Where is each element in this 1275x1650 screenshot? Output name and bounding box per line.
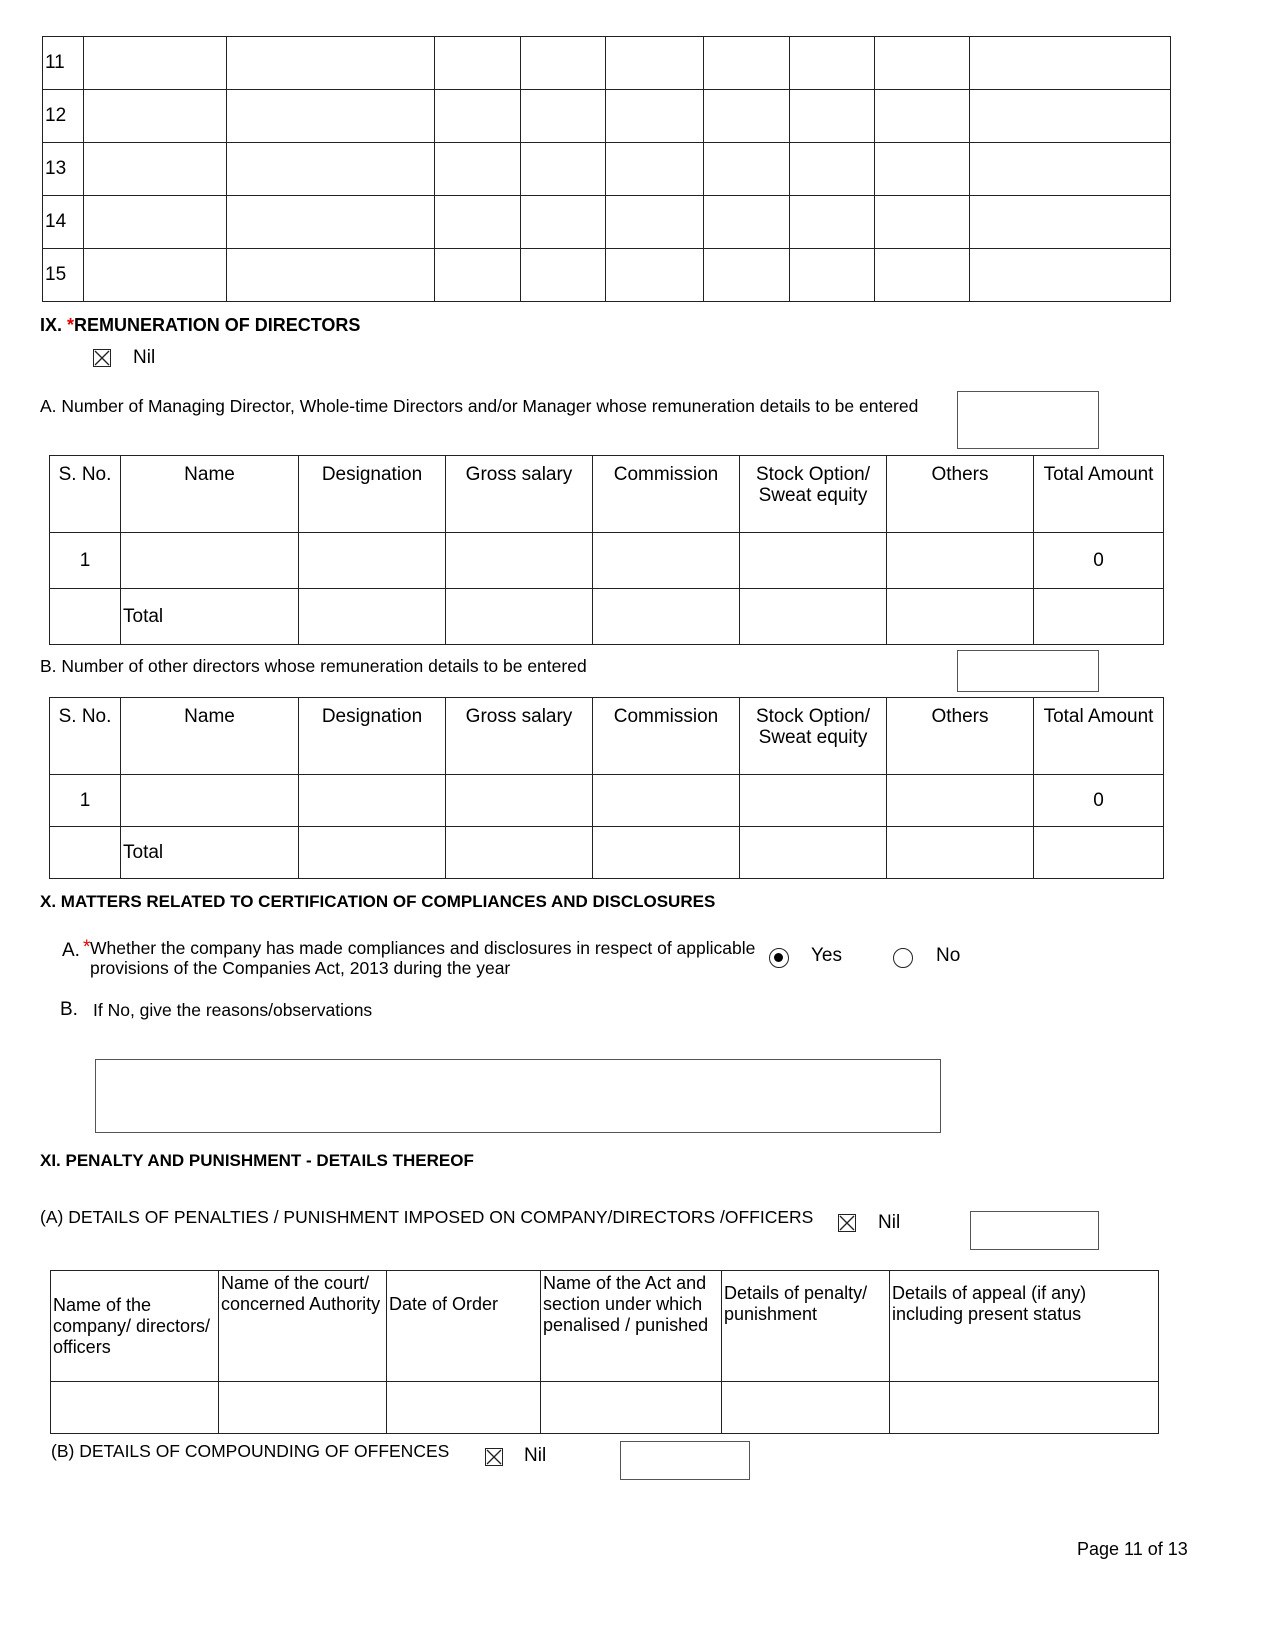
x-a-prefix: A.: [62, 940, 80, 961]
col-commission: Commission: [593, 698, 740, 775]
header-row: [51, 1271, 1159, 1382]
table-row: [43, 90, 1171, 143]
table-row: [51, 1382, 1159, 1434]
row-cell[interactable]: [435, 249, 521, 302]
checkbox-cross-icon: [839, 1215, 855, 1231]
row-cell[interactable]: [606, 143, 704, 196]
row-designation-cell[interactable]: [299, 533, 446, 589]
row-cell[interactable]: [704, 143, 790, 196]
row-cell[interactable]: [227, 37, 435, 90]
x-no-label: No: [936, 945, 961, 966]
xi-a-label: (A) DETAILS OF PENALTIES / PUNISHMENT IMPOSED ON COMPANY/DIRECTORS /OFFICERS: [40, 1207, 814, 1227]
col-date-order: Date of Order: [387, 1271, 541, 1382]
xi-b-nil-label: Nil: [524, 1445, 547, 1466]
col-name-company: Name of the company/ directors/ officers: [51, 1271, 219, 1382]
penalty-cell[interactable]: [51, 1382, 219, 1434]
row-cell[interactable]: [521, 196, 606, 249]
row-cell[interactable]: [790, 37, 875, 90]
row-designation-cell[interactable]: [299, 775, 446, 827]
row-name-cell[interactable]: [121, 533, 299, 589]
total-cell: [446, 827, 593, 879]
col-designation: Designation: [299, 456, 446, 533]
table-row: [43, 196, 1171, 249]
col-stock-option: Stock Option/ Sweat equity: [740, 698, 887, 775]
ix-b-count-input[interactable]: [957, 650, 1099, 692]
table-row: [43, 37, 1171, 90]
xi-a-nil-checkbox[interactable]: [838, 1214, 856, 1232]
total-cell: [1034, 827, 1164, 879]
col-total-amount: Total Amount: [1034, 456, 1164, 533]
xi-b-label: (B) DETAILS OF COMPOUNDING OF OFFENCES: [51, 1441, 450, 1461]
row-cell[interactable]: [521, 249, 606, 302]
total-label: Total: [121, 827, 299, 879]
row-cell[interactable]: [227, 143, 435, 196]
penalty-cell[interactable]: [541, 1382, 722, 1434]
col-penalty-details: Details of penalty/ punishment: [722, 1271, 890, 1382]
row-cell[interactable]: [227, 249, 435, 302]
row-cell[interactable]: [84, 37, 227, 90]
col-gross-salary: Gross salary: [446, 698, 593, 775]
row-cell[interactable]: [875, 37, 970, 90]
col-gross-salary: Gross salary: [446, 456, 593, 533]
x-a-line2: provisions of the Companies Act, 2013 during the year: [90, 958, 511, 978]
header-row: [50, 456, 1164, 533]
penalty-cell[interactable]: [722, 1382, 890, 1434]
table-row: [43, 249, 1171, 302]
x-yes-label: Yes: [811, 945, 842, 966]
total-cell: [887, 589, 1034, 645]
ix-a-label: A. Number of Managing Director, Whole-time Directors and/or Manager whose remuneration details to be entered: [40, 396, 919, 416]
row-cell[interactable]: [435, 196, 521, 249]
row-number: 15: [43, 249, 84, 302]
section-xi-title: XI. PENALTY AND PUNISHMENT - DETAILS THEREOF: [40, 1151, 474, 1170]
ix-nil-label: Nil: [133, 347, 156, 368]
col-sno: S. No.: [50, 456, 121, 533]
ix-a-count-input[interactable]: [957, 391, 1099, 449]
row-cell[interactable]: [790, 249, 875, 302]
col-commission: Commission: [593, 456, 740, 533]
row-cell[interactable]: [227, 90, 435, 143]
total-row: [50, 827, 1164, 879]
col-appeal-details: Details of appeal (if any) including present status: [890, 1271, 1159, 1382]
total-cell: [299, 589, 446, 645]
row-commission-cell[interactable]: [593, 775, 740, 827]
row-cell[interactable]: [227, 196, 435, 249]
row-total-amount: 0: [1034, 775, 1164, 827]
x-yes-radio[interactable]: [769, 948, 789, 968]
row-cell[interactable]: [84, 196, 227, 249]
row-cell[interactable]: [790, 196, 875, 249]
row-cell[interactable]: [790, 90, 875, 143]
row-cell[interactable]: [970, 196, 1171, 249]
row-cell[interactable]: [606, 37, 704, 90]
x-no-radio[interactable]: [893, 948, 913, 968]
continuation-table: [42, 36, 1171, 302]
row-cell[interactable]: [875, 196, 970, 249]
ix-nil-checkbox[interactable]: [93, 349, 111, 367]
row-cell[interactable]: [606, 90, 704, 143]
row-gross-cell[interactable]: [446, 533, 593, 589]
total-cell: [593, 589, 740, 645]
row-sno: 1: [50, 775, 121, 827]
row-cell[interactable]: [970, 143, 1171, 196]
header-row: [50, 698, 1164, 775]
row-cell[interactable]: [790, 143, 875, 196]
page-number: Page 11 of 13: [1077, 1539, 1188, 1559]
total-row: [50, 589, 1164, 645]
section-ix-title: IX. *REMUNERATION OF DIRECTORS: [40, 315, 361, 335]
row-stock-cell[interactable]: [740, 533, 887, 589]
radio-selected-dot: [774, 953, 783, 962]
row-gross-cell[interactable]: [446, 775, 593, 827]
col-others: Others: [887, 698, 1034, 775]
x-b-label: If No, give the reasons/observations: [93, 1000, 373, 1020]
penalty-cell[interactable]: [890, 1382, 1159, 1434]
row-cell[interactable]: [84, 90, 227, 143]
total-cell: [446, 589, 593, 645]
directors-a-table: [49, 455, 1164, 645]
table-row: [43, 143, 1171, 196]
row-stock-cell[interactable]: [740, 775, 887, 827]
col-others: Others: [887, 456, 1034, 533]
table-row: [50, 533, 1164, 589]
xi-a-count-input[interactable]: [970, 1211, 1099, 1250]
row-cell[interactable]: [704, 249, 790, 302]
total-cell: [299, 827, 446, 879]
total-row-sno-cell: [50, 589, 121, 645]
row-commission-cell[interactable]: [593, 533, 740, 589]
checkbox-cross-icon: [94, 350, 110, 366]
xi-a-nil-label: Nil: [878, 1212, 901, 1233]
total-cell: [593, 827, 740, 879]
row-cell[interactable]: [704, 90, 790, 143]
row-sno: 1: [50, 533, 121, 589]
row-cell[interactable]: [970, 37, 1171, 90]
x-b-prefix: B.: [60, 999, 78, 1020]
row-cell[interactable]: [521, 143, 606, 196]
reasons-textarea[interactable]: [95, 1059, 941, 1133]
row-cell[interactable]: [606, 249, 704, 302]
total-cell: [887, 827, 1034, 879]
row-cell[interactable]: [704, 37, 790, 90]
penalty-cell[interactable]: [387, 1382, 541, 1434]
checkbox-cross-icon: [486, 1449, 502, 1465]
row-cell[interactable]: [875, 90, 970, 143]
row-others-cell[interactable]: [887, 775, 1034, 827]
directors-b-table: [49, 697, 1164, 879]
row-cell[interactable]: [521, 37, 606, 90]
row-name-cell[interactable]: [121, 775, 299, 827]
row-number: 11: [43, 37, 84, 90]
row-cell[interactable]: [521, 90, 606, 143]
total-cell: [740, 827, 887, 879]
col-stock-option: Stock Option/ Sweat equity: [740, 456, 887, 533]
x-a-star: *: [83, 937, 91, 958]
x-a-line1: Whether the company has made compliances and disclosures in respect of applicable: [90, 938, 756, 958]
table-row: [50, 775, 1164, 827]
col-court-authority: Name of the court/ concerned Authority: [219, 1271, 387, 1382]
row-others-cell[interactable]: [887, 533, 1034, 589]
col-name: Name: [121, 698, 299, 775]
row-cell[interactable]: [435, 143, 521, 196]
col-name: Name: [121, 456, 299, 533]
section-x-title: X. MATTERS RELATED TO CERTIFICATION OF COMPLIANCES AND DISCLOSURES: [40, 892, 716, 911]
row-number: 12: [43, 90, 84, 143]
xi-b-nil-checkbox[interactable]: [485, 1448, 503, 1466]
row-cell[interactable]: [970, 249, 1171, 302]
total-cell: [1034, 589, 1164, 645]
col-total-amount: Total Amount: [1034, 698, 1164, 775]
col-act-section: Name of the Act and section under which penalised / punished: [541, 1271, 722, 1382]
total-cell: [740, 589, 887, 645]
total-row-sno-cell: [50, 827, 121, 879]
penalty-cell[interactable]: [219, 1382, 387, 1434]
col-sno: S. No.: [50, 698, 121, 775]
row-cell[interactable]: [875, 249, 970, 302]
penalties-table: [50, 1270, 1159, 1434]
row-cell[interactable]: [435, 37, 521, 90]
row-cell[interactable]: [704, 196, 790, 249]
row-cell[interactable]: [435, 90, 521, 143]
row-cell[interactable]: [84, 143, 227, 196]
row-number: 14: [43, 196, 84, 249]
total-label: Total: [121, 589, 299, 645]
row-number: 13: [43, 143, 84, 196]
xi-b-count-input[interactable]: [620, 1441, 750, 1480]
row-cell[interactable]: [84, 249, 227, 302]
ix-b-label: B. Number of other directors whose remuneration details to be entered: [40, 656, 587, 676]
row-total-amount: 0: [1034, 533, 1164, 589]
col-designation: Designation: [299, 698, 446, 775]
row-cell[interactable]: [606, 196, 704, 249]
row-cell[interactable]: [875, 143, 970, 196]
row-cell[interactable]: [970, 90, 1171, 143]
